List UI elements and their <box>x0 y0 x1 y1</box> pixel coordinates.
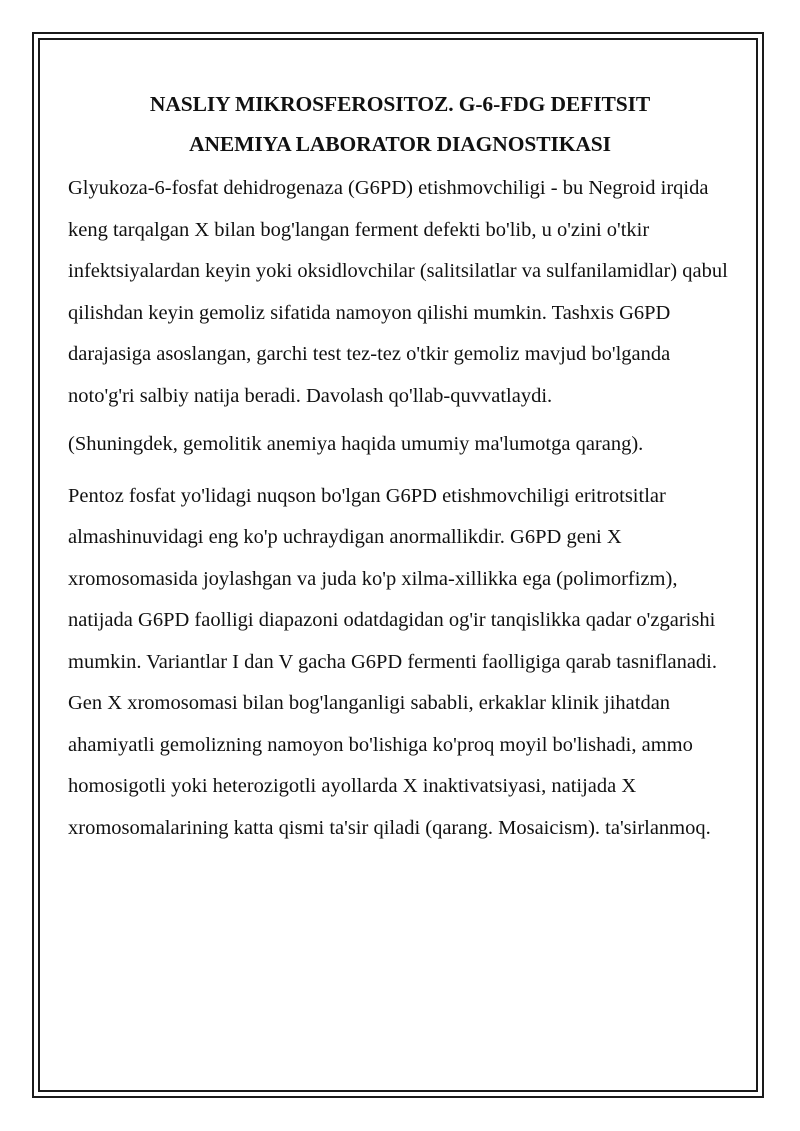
title-line-2: ANEMIYA LABORATOR DIAGNOSTIKASI <box>189 132 611 156</box>
paragraph-2: (Shuningdek, gemolitik anemiya haqida umumiy ma'lumotga qarang). <box>68 433 644 455</box>
document-title <box>68 84 732 164</box>
document-body <box>68 84 732 849</box>
title-line-1: NASLIY MIKROSFEROSITOZ. G-6-FDG DEFITSIT <box>149 92 651 116</box>
paragraph-3: Pentoz fosfat yo'lidagi nuqson bo'lgan G6PD etishmovchiligi eritrotsitlar almashinuvidagi eng ko'p uchraydigan anormallikdir. G6PD geni X xromosomasida joylashgan va juda ko'p xilma-xillikka ega (polimorfizm), natijada G6PD faolligi diapazoni odatdagidan og'ir tanqislikka qadar o'zgarishi mumkin. Variantlar I dan V gacha G6PD fermenti faolligiga qarab tasniflanadi. Gen X xromosomasi bilan bog'langanligi sababli, erkaklar klinik jihatdan ahamiyatli gemolizning namoyon bo'lishiga ko'proq moyil bo'lishadi, ammo homosigotli yoki heterozigotli ayollarda X inaktivatsiyasi, natijada X xromosomalarining katta qismi ta'sir qiladi (qarang. Mosaicism). ta'sirlanmoq. <box>68 484 717 839</box>
paragraph-1: Glyukoza-6-fosfat dehidrogenaza (G6PD) etishmovchiligi - bu Negroid irqida keng tarqalgan X bilan bog'langan ferment defekti bo'lib, u o'zini o'tkir infektsiyalardan keyin yoki oksidlovchilar (salitsilatlar va sulfanilamidlar) qabul qilishdan keyin gemoliz sifatida namoyon qilishi mumkin. Tashxis G6PD darajasiga asoslangan, garchi test tez-tez o'tkir gemoliz mavjud bo'lganda noto'g'ri salbiy natija beradi. Davolash qo'llab-quvvatlaydi. <box>68 177 728 407</box>
